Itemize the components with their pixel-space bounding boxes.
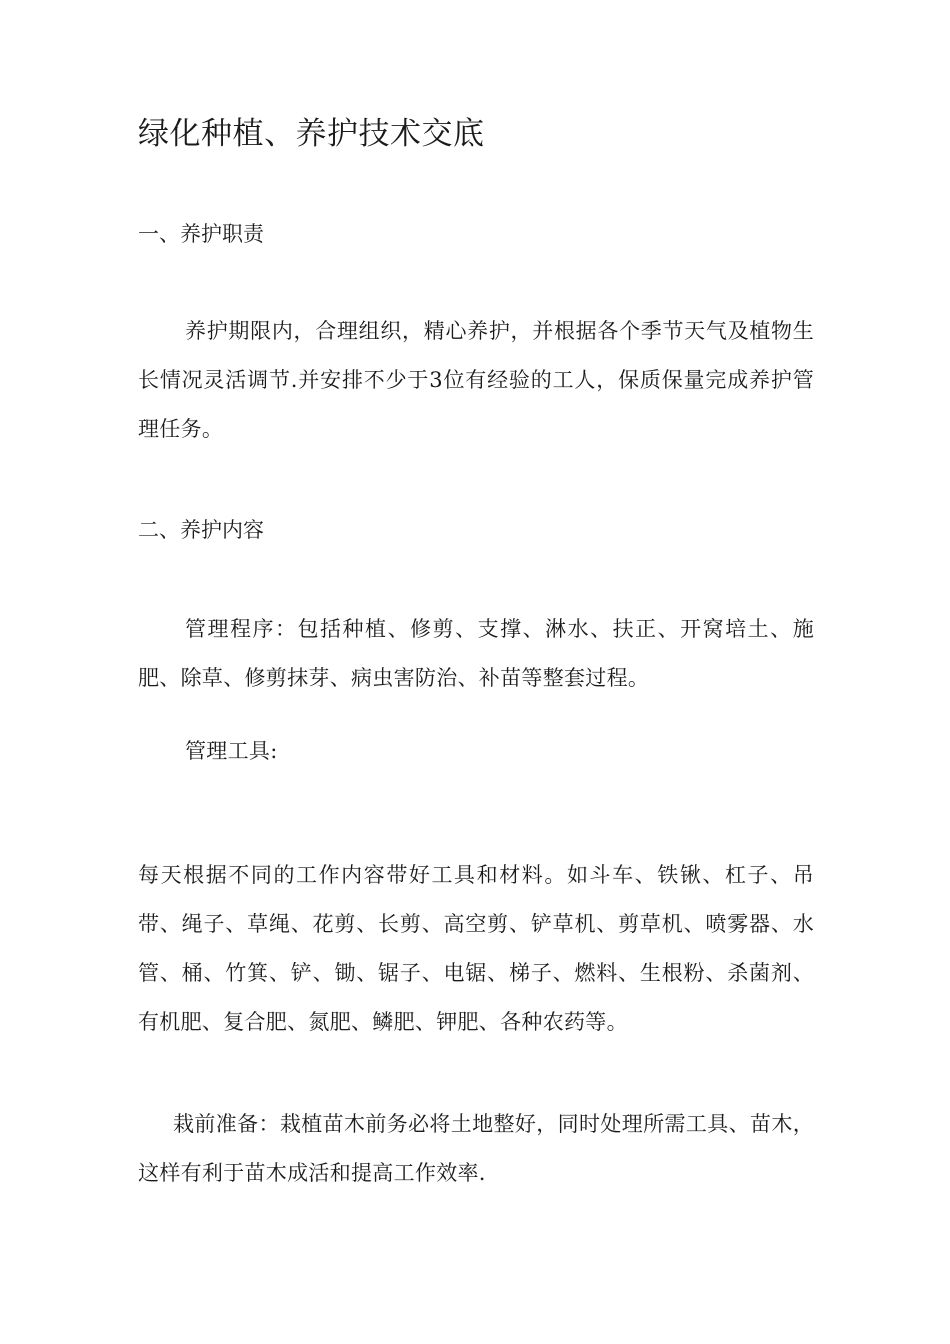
document-title: 绿化种植、养护技术交底 [138, 116, 485, 152]
pre-planting-paragraph: 栽前准备：栽植苗木前务必将土地整好，同时处理所需工具、苗木，这样有利于苗木成活和提高工作效率. [138, 1112, 814, 1185]
section-heading-content: 二、养护内容 [138, 518, 264, 542]
tools-paragraph: 每天根据不同的工作内容带好工具和材料。如斗车、铁锹、杠子、吊带、绳子、草绳、花剪、长剪、高空剪、铲草机、剪草机、喷雾器、水管、桶、竹箕、铲、锄、锯子、电锯、梯子、燃料、生根粉、杀菌剂、有机肥、复合肥、氮肥、鳞肥、钾肥、各种农药等。 [138, 863, 814, 1034]
responsibilities-paragraph: 养护期限内，合理组织，精心养护，并根据各个季节天气及植物生长情况灵活调节.并安排不少于3位有经验的工人，保质保量完成养护管理任务。 [138, 319, 814, 441]
management-procedure-paragraph: 管理程序：包括种植、修剪、支撑、淋水、扶正、开窝培土、施肥、除草、修剪抹芽、病虫害防治、补苗等整套过程。 [138, 617, 814, 690]
management-tools-label: 管理工具: [185, 739, 278, 763]
section-heading-responsibilities: 一、养护职责 [138, 222, 264, 246]
